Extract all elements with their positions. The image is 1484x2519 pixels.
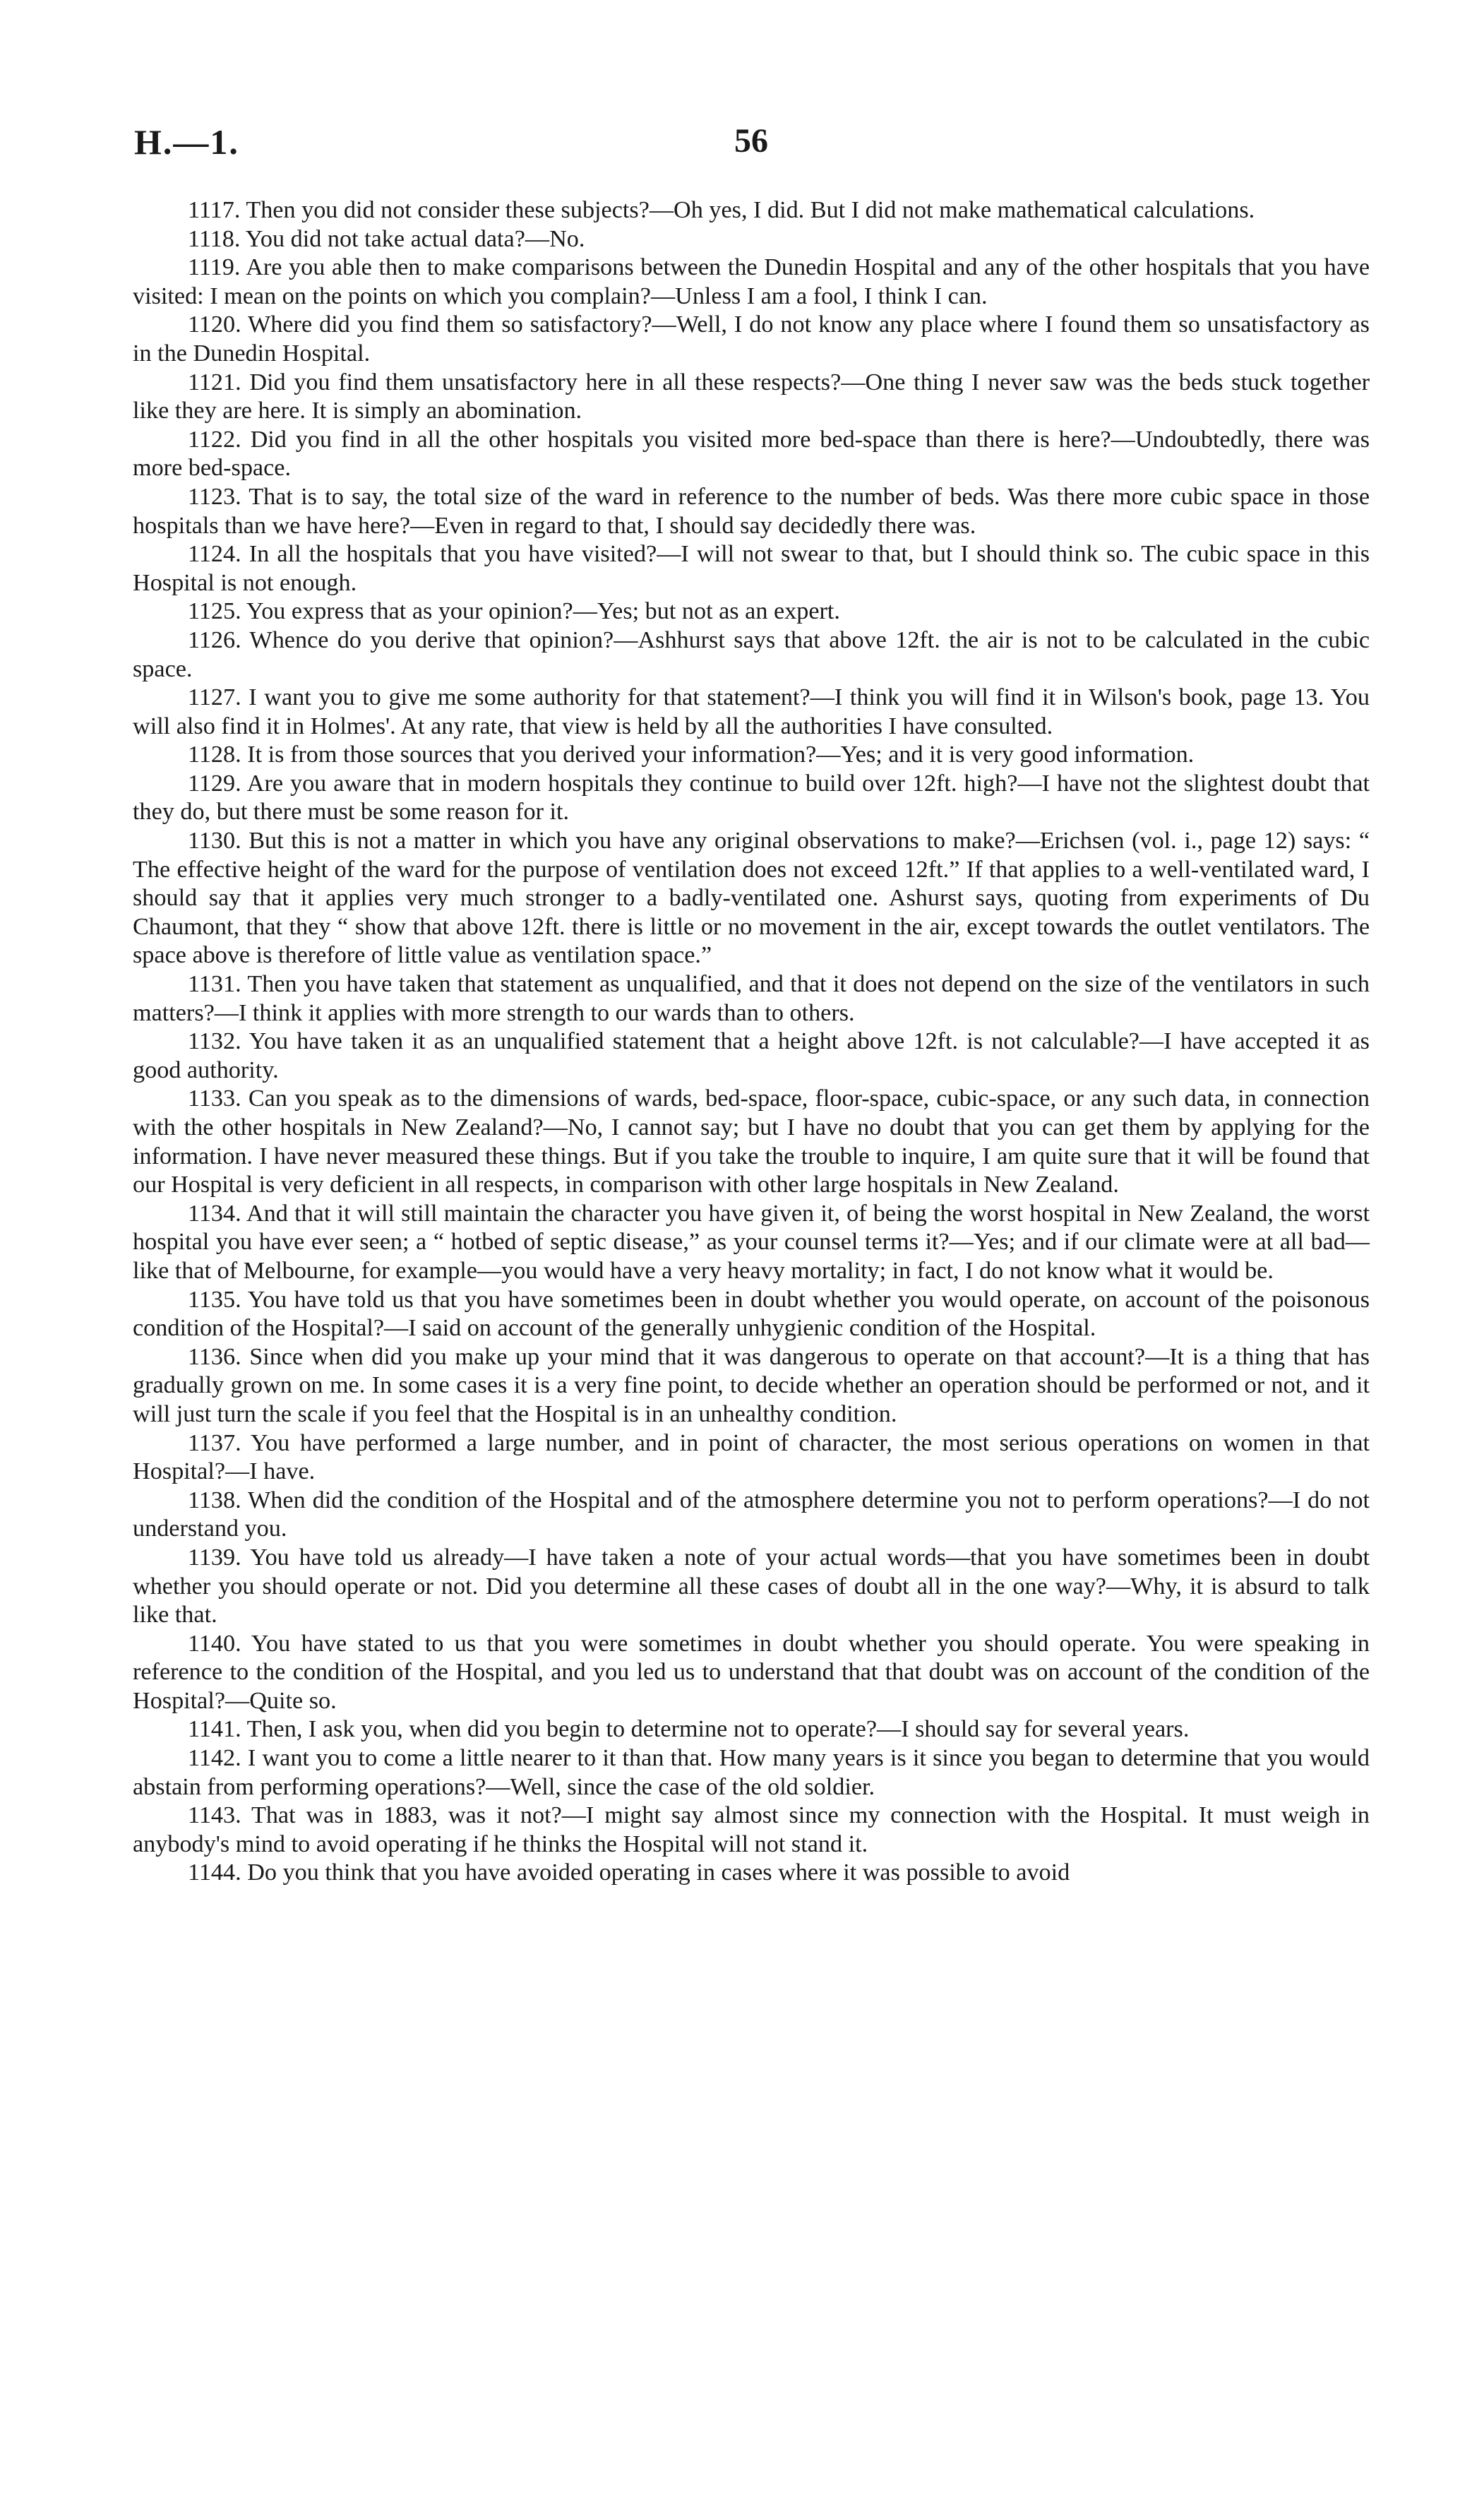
testimony-text [133, 196, 1370, 1888]
qa-paragraph: 1137. You have performed a large number, and in point of character, the most serious operations on women in that Hospital?—I have. [133, 1429, 1370, 1485]
qa-paragraph: 1134. And that it will still maintain the character you have given it, of being the worst hospital in New Zealand, the worst hospital you have ever seen; a “ hotbed of septic disease,” as your counsel terms it?—Yes; and if our climate were at all bad—like that of Melbourne, for example—you would have a very heavy mortality; in fact, I do not know what it would be. [133, 1200, 1370, 1284]
qa-paragraph: 1140. You have stated to us that you were sometimes in doubt whether you should operate. You were speaking in reference to the condition of the Hospital, and you led us to understand that that doubt was on account of the condition of the Hospital?—Quite so. [133, 1630, 1370, 1714]
qa-paragraph: 1135. You have told us that you have sometimes been in doubt whether you would operate, on account of the poisonous condition of the Hospital?—I said on account of the generally unhygienic condition of the Hospital. [133, 1286, 1370, 1342]
qa-paragraph: 1138. When did the condition of the Hospital and of the atmosphere determine you not to perform operations?—I do not understand you. [133, 1487, 1370, 1542]
qa-paragraph: 1144. Do you think that you have avoided operating in cases where it was possible to avoid [188, 1859, 1070, 1886]
qa-paragraph: 1120. Where did you find them so satisfactory?—Well, I do not know any place where I found them so unsatisfactory as in the Dunedin Hospital. [133, 311, 1370, 367]
qa-paragraph: 1117. Then you did not consider these subjects?—Oh yes, I did. But I did not make mathematical calculations. [188, 197, 1255, 223]
page-number: 56 [734, 122, 768, 160]
qa-paragraph: 1128. It is from those sources that you derived your information?—Yes; and it is very good information. [188, 742, 1195, 768]
qa-paragraph: 1139. You have told us already—I have taken a note of your actual words—that you have sometimes been in doubt whether you should operate or not. Did you determine all these cases of doubt all in the one way?—Why, it is absurd to talk like that. [133, 1544, 1370, 1628]
qa-paragraph: 1124. In all the hospitals that you have visited?—I will not swear to that, but I should think so. The cubic space in this Hospital is not enough. [133, 541, 1370, 596]
qa-paragraph: 1126. Whence do you derive that opinion?—Ashhurst says that above 12ft. the air is not to be calculated in the cubic space. [133, 626, 1370, 682]
qa-paragraph: 1143. That was in 1883, was it not?—I might say almost since my connection with the Hospital. It must weigh in anybody's mind to avoid operating if he thinks the Hospital will not stand it. [133, 1802, 1370, 1857]
qa-paragraph: 1129. Are you aware that in modern hospitals they continue to build over 12ft. high?—I have not the slightest doubt that they do, but there must be some reason for it. [133, 770, 1370, 826]
document-code: H.—1. [134, 122, 239, 162]
qa-paragraph: 1123. That is to say, the total size of the ward in reference to the number of beds. Was there more cubic space in those hospitals than we have here?—Even in regard to that, I should say decidedly there was. [133, 483, 1370, 539]
qa-paragraph: 1142. I want you to come a little nearer to it than that. How many years is it since you began to determine that you would abstain from performing operations?—Well, since the case of the old soldier. [133, 1745, 1370, 1800]
qa-paragraph: 1132. You have taken it as an unqualified statement that a height above 12ft. is not calculable?—I have accepted it as good authority. [133, 1028, 1370, 1083]
qa-paragraph: 1127. I want you to give me some authority for that statement?—I think you will find it in Wilson's book, page 13. You will also find it in Holmes'. At any rate, that view is held by all the authorities I have consulted. [133, 684, 1370, 739]
qa-paragraph: 1131. Then you have taken that statement as unqualified, and that it does not depend on the size of the ventilators in such matters?—I think it applies with more strength to our wards than to others. [133, 971, 1370, 1026]
qa-paragraph: 1125. You express that as your opinion?—Yes; but not as an expert. [188, 598, 840, 625]
page-header [134, 121, 1370, 171]
qa-paragraph: 1141. Then, I ask you, when did you begin to determine not to operate?—I should say for several years. [188, 1716, 1190, 1743]
qa-paragraph: 1122. Did you find in all the other hospitals you visited more bed-space than there is here?—Undoubtedly, there was more bed-space. [133, 426, 1370, 482]
qa-paragraph: 1119. Are you able then to make comparisons between the Dunedin Hospital and any of the other hospitals that you have visited: I mean on the points on which you complain?—Unless I am a fool, I think I can. [133, 254, 1370, 309]
qa-paragraph: 1136. Since when did you make up your mind that it was dangerous to operate on that account?—It is a thing that has gradually grown on me. In some cases it is a very fine point, to decide whether an operation should be performed or not, and it will just turn the scale if you feel that the Hospital is in an unhealthy condition. [133, 1343, 1370, 1427]
qa-paragraph: 1130. But this is not a matter in which you have any original observations to make?—Erichsen (vol. i., page 12) says: “ The effective height of the ward for the purpose of ventilation does not exceed 12ft.” If that applies to a well-ventilated ward, I should say that it applies very much stronger to a badly-ventilated one. Ashurst says, quoting from experiments of Du Chaumont, that they “ show that above 12ft. there is little or no movement in the air, except towards the outlet ventilators. The space above is therefore of little value as ventilation space.” [133, 828, 1370, 969]
qa-paragraph: 1121. Did you find them unsatisfactory here in all these respects?—One thing I never saw was the beds stuck together like they are here. It is simply an abomination. [133, 369, 1370, 424]
qa-paragraph: 1133. Can you speak as to the dimensions of wards, bed-space, floor-space, cubic-space, or any such data, in connection with the other hospitals in New Zealand?—No, I cannot say; but I have no doubt that you can get them by applying for the information. I have never measured these things. But if you take the trouble to inquire, I am quite sure that it will be found that our Hospital is very deficient in all respects, in comparison with other large hospitals in New Zealand. [133, 1085, 1370, 1198]
qa-paragraph: 1118. You did not take actual data?—No. [188, 225, 585, 252]
